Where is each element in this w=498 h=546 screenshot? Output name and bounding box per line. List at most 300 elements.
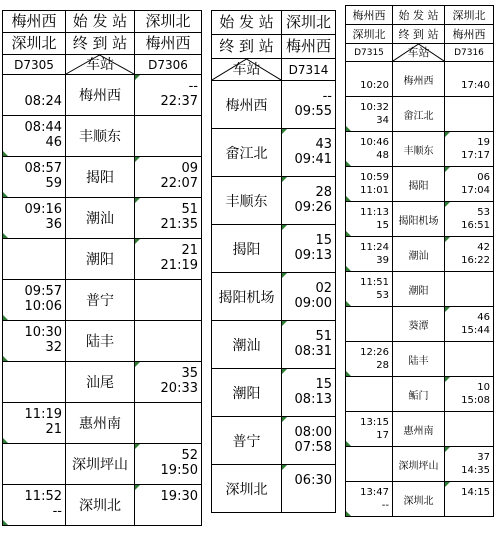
- arrival-time: 46: [477, 312, 490, 323]
- time-cell: [3, 485, 66, 526]
- departure-time: [135, 300, 198, 315]
- time-cell: [346, 307, 393, 342]
- arrival-time: [135, 121, 198, 136]
- station-name: 惠州南: [393, 412, 445, 447]
- left-origin-cell: 梅州西: [3, 11, 66, 33]
- arrival-time: [135, 285, 198, 300]
- arrival-time: --: [188, 79, 198, 95]
- time-cell: [346, 167, 393, 202]
- arrival-time: 06:30: [294, 472, 332, 488]
- cell-comment-marker: [3, 233, 8, 238]
- station-name: 深圳坪山: [66, 444, 135, 485]
- table-row: [346, 62, 494, 97]
- origin-label: 始 发 站: [212, 11, 282, 35]
- time-cell: [346, 97, 393, 132]
- time-cell: [3, 75, 66, 116]
- arrival-time: [445, 66, 490, 79]
- table-row: [3, 280, 202, 321]
- origin-label: 始 发 站: [66, 11, 135, 33]
- cell-comment-marker: [346, 231, 351, 236]
- time-cell: [445, 62, 494, 97]
- arrival-time: [346, 381, 389, 394]
- departure-time: 07:58: [294, 439, 332, 455]
- departure-time: 48: [376, 150, 389, 161]
- table-row: [212, 465, 336, 513]
- time-cell: [135, 444, 202, 485]
- time-cell: [3, 157, 66, 198]
- departure-time: 15: [376, 220, 389, 231]
- table-row: [3, 157, 202, 198]
- arrival-time: 08:57: [24, 161, 62, 177]
- arrival-time: [445, 416, 490, 429]
- origin-cell: 深圳北: [282, 11, 336, 35]
- time-cell: [346, 447, 393, 482]
- station-name: 潮阳: [212, 369, 282, 417]
- departure-time: 21:35: [160, 217, 198, 232]
- cell-comment-marker: [3, 356, 8, 361]
- right-dest-cell: 梅州西: [445, 25, 494, 44]
- time-cell: [3, 444, 66, 485]
- cell-comment-marker: [3, 192, 8, 197]
- arrival-time: 28: [315, 184, 332, 200]
- cell-comment-marker: [346, 266, 351, 271]
- table-row: [212, 369, 336, 417]
- cell-comment-marker: [445, 307, 450, 312]
- cell-comment-marker: [135, 362, 140, 367]
- time-cell: [346, 132, 393, 167]
- station-name: 畲江北: [212, 129, 282, 177]
- time-cell: [282, 417, 336, 465]
- arrival-time: 09: [181, 161, 198, 177]
- table-row: [212, 81, 336, 129]
- time-cell: [445, 342, 494, 377]
- arrival-time: [3, 449, 62, 464]
- station-name: 深圳北: [393, 482, 445, 517]
- time-cell: [445, 167, 494, 202]
- cell-comment-marker: [445, 377, 450, 382]
- time-cell: [346, 377, 393, 412]
- arrival-time: [346, 311, 389, 324]
- arrival-time: 53: [477, 207, 490, 218]
- station-name: 陆丰: [393, 342, 445, 377]
- right-origin-cell: 深圳北: [135, 11, 202, 33]
- cell-comment-marker: [3, 438, 8, 443]
- departure-time: 09:55: [294, 103, 332, 119]
- station-name: 潮阳: [393, 272, 445, 307]
- left-origin-cell: 梅州西: [346, 6, 393, 25]
- station-name: 惠州南: [66, 403, 135, 444]
- arrival-time: 37: [477, 452, 490, 463]
- departure-time: [3, 259, 62, 274]
- arrival-time: 43: [315, 136, 332, 152]
- table-row: [346, 167, 494, 202]
- cell-comment-marker: [135, 239, 140, 244]
- arrival-time: --: [322, 88, 332, 104]
- dest-cell: 梅州西: [282, 35, 336, 59]
- cell-comment-marker: [135, 485, 140, 490]
- time-cell: [445, 447, 494, 482]
- arrival-time: 52: [181, 448, 198, 464]
- station-name: 葵潭: [393, 307, 445, 342]
- table-row: [212, 417, 336, 465]
- departure-time: 08:31: [294, 343, 332, 359]
- time-cell: [445, 482, 494, 517]
- departure-time: 28: [376, 360, 389, 371]
- cell-comment-marker: [3, 315, 8, 320]
- departure-time: 17: [376, 430, 389, 441]
- table-row: [346, 482, 494, 517]
- station-name: 揭阳: [212, 225, 282, 273]
- arrival-time: 13:47: [360, 487, 389, 498]
- table-row: [3, 321, 202, 362]
- time-cell: [282, 273, 336, 321]
- station-header: 车站: [393, 44, 445, 62]
- arrival-time: [135, 326, 198, 341]
- dest-label: 终 到 站: [393, 25, 445, 44]
- time-cell: [135, 239, 202, 280]
- station-name: 梅州西: [212, 81, 282, 129]
- cell-comment-marker: [282, 273, 287, 278]
- departure-time: 09:13: [294, 247, 332, 263]
- station-name: 深圳北: [212, 465, 282, 513]
- time-cell: [135, 280, 202, 321]
- cell-comment-marker: [282, 129, 287, 134]
- table-row: [3, 116, 202, 157]
- dest-label: 终 到 站: [66, 33, 135, 55]
- time-cell: [445, 237, 494, 272]
- station-header: 车站: [212, 59, 282, 81]
- station-name: 揭阳: [66, 157, 135, 198]
- arrival-time: 06: [477, 172, 490, 183]
- arrival-time: 19:30: [160, 489, 198, 505]
- station-name: 梅州西: [66, 75, 135, 116]
- arrival-time: [346, 451, 389, 464]
- table-row: [212, 177, 336, 225]
- departure-time: [445, 359, 490, 372]
- station-name: 揭阳机场: [212, 273, 282, 321]
- table-row: [3, 403, 202, 444]
- departure-time: 46: [45, 135, 62, 150]
- table-row: [346, 307, 494, 342]
- time-cell: [3, 198, 66, 239]
- time-cell: [3, 403, 66, 444]
- departure-time: 20:33: [160, 381, 198, 396]
- station-header: 车站: [66, 55, 135, 75]
- arrival-time: 10:30: [24, 325, 62, 341]
- table-row: [3, 362, 202, 403]
- cell-comment-marker: [346, 371, 351, 376]
- time-cell: [135, 485, 202, 526]
- departure-time: 08:24: [24, 94, 62, 109]
- departure-time: 59: [45, 176, 62, 191]
- cell-comment-marker: [282, 225, 287, 230]
- table-row: [346, 412, 494, 447]
- table-row: [3, 75, 202, 116]
- table-row: [3, 444, 202, 485]
- timetable-d7315-d7316: [345, 5, 494, 517]
- departure-time: 16:22: [461, 255, 490, 266]
- arrival-time: 11:52: [24, 489, 62, 505]
- time-cell: [445, 97, 494, 132]
- departure-time: 39: [376, 255, 389, 266]
- departure-time: [445, 429, 490, 442]
- time-cell: [135, 75, 202, 116]
- arrival-time: 10: [477, 382, 490, 393]
- arrival-time: 15: [315, 376, 332, 392]
- cell-comment-marker: [445, 447, 450, 452]
- time-cell: [282, 465, 336, 513]
- cell-comment-marker: [445, 482, 450, 487]
- time-cell: [445, 132, 494, 167]
- dest-label: 终 到 站: [212, 35, 282, 59]
- arrival-time: 11:19: [24, 407, 62, 423]
- time-cell: [346, 202, 393, 237]
- departure-time: 14:35: [461, 465, 490, 476]
- departure-time: 17:04: [461, 185, 490, 196]
- station-name: 鲘门: [393, 377, 445, 412]
- cell-comment-marker: [282, 369, 287, 374]
- departure-time: 34: [376, 115, 389, 126]
- time-cell: [346, 272, 393, 307]
- time-cell: [3, 239, 66, 280]
- cell-comment-marker: [135, 75, 140, 80]
- right-dest-cell: 梅州西: [135, 33, 202, 55]
- time-cell: [282, 81, 336, 129]
- arrival-time: 08:44: [24, 120, 62, 136]
- time-cell: [3, 362, 66, 403]
- departure-time: 09:00: [294, 295, 332, 311]
- table-row: [212, 273, 336, 321]
- table-row: [3, 485, 202, 526]
- right-train-number: D7316: [445, 44, 494, 62]
- right-train-number: D7306: [135, 55, 202, 75]
- departure-time: [135, 423, 198, 438]
- table-row: [3, 239, 202, 280]
- departure-time: 10:20: [360, 80, 389, 91]
- cell-comment-marker: [346, 126, 351, 131]
- arrival-time: 42: [477, 242, 490, 253]
- time-cell: [346, 412, 393, 447]
- departure-time: 10:06: [24, 299, 62, 314]
- time-cell: [135, 362, 202, 403]
- station-name: 畲江北: [393, 97, 445, 132]
- arrival-time: 10:32: [360, 102, 389, 113]
- arrival-time: 35: [181, 366, 198, 382]
- arrival-time: 12:26: [360, 347, 389, 358]
- cell-comment-marker: [135, 444, 140, 449]
- arrival-time: 15: [315, 232, 332, 248]
- station-name: 潮阳: [66, 239, 135, 280]
- left-train-number: D7305: [3, 55, 66, 75]
- departure-time: 17:40: [461, 80, 490, 91]
- departure-time: 16:51: [461, 220, 490, 231]
- arrival-time: [135, 408, 198, 423]
- cell-comment-marker: [346, 301, 351, 306]
- left-dest-cell: 深圳北: [346, 25, 393, 44]
- arrival-time: [346, 66, 389, 79]
- time-cell: [346, 342, 393, 377]
- time-cell: [135, 157, 202, 198]
- time-cell: [445, 307, 494, 342]
- left-dest-cell: 深圳北: [3, 33, 66, 55]
- station-name: 深圳坪山: [393, 447, 445, 482]
- departure-time: 11:01: [360, 185, 389, 196]
- departure-time: 09:26: [294, 199, 332, 215]
- station-name: 丰顺东: [393, 132, 445, 167]
- time-cell: [282, 369, 336, 417]
- station-name: 普宁: [212, 417, 282, 465]
- arrival-time: [445, 276, 490, 289]
- cell-comment-marker: [346, 511, 351, 516]
- arrival-time: 11:24: [360, 242, 389, 253]
- table-row: [212, 225, 336, 273]
- table-row: [346, 272, 494, 307]
- arrival-time: [445, 346, 490, 359]
- cell-comment-marker: [3, 151, 8, 156]
- arrival-time: [445, 101, 490, 114]
- station-name: 深圳北: [66, 485, 135, 526]
- departure-time: [282, 489, 332, 504]
- time-cell: [135, 116, 202, 157]
- table-row: [346, 97, 494, 132]
- left-train-number: D7315: [346, 44, 393, 62]
- time-cell: [135, 403, 202, 444]
- arrival-time: 09:16: [24, 202, 62, 218]
- station-name: 普宁: [66, 280, 135, 321]
- train-number: D7314: [282, 59, 336, 81]
- timetable-d7305-d7306: [2, 10, 202, 526]
- time-cell: [135, 321, 202, 362]
- time-cell: [445, 412, 494, 447]
- station-name: 汕尾: [66, 362, 135, 403]
- cell-comment-marker: [445, 167, 450, 172]
- arrival-time: 11:13: [360, 207, 389, 218]
- arrival-time: 13:15: [360, 417, 389, 428]
- departure-time: [445, 499, 490, 512]
- cell-comment-marker: [282, 417, 287, 422]
- station-name: 潮汕: [393, 237, 445, 272]
- departure-time: [346, 464, 389, 477]
- departure-time: --: [52, 504, 62, 519]
- departure-time: --: [381, 500, 389, 511]
- cell-comment-marker: [282, 177, 287, 182]
- station-name: 揭阳机场: [393, 202, 445, 237]
- departure-time: 09:41: [294, 151, 332, 167]
- cell-comment-marker: [135, 157, 140, 162]
- departure-time: 21: [45, 422, 62, 437]
- station-name: 陆丰: [66, 321, 135, 362]
- table-row: [346, 377, 494, 412]
- timetable-d7314: [211, 10, 336, 513]
- cell-comment-marker: [282, 321, 287, 326]
- arrival-time: 09:57: [24, 284, 62, 300]
- arrival-time: 19: [477, 137, 490, 148]
- departure-time: 15:08: [461, 395, 490, 406]
- time-cell: [282, 225, 336, 273]
- time-cell: [445, 272, 494, 307]
- departure-time: 17:17: [461, 150, 490, 161]
- departure-time: 08:13: [294, 391, 332, 407]
- arrival-time: [3, 244, 62, 259]
- departure-time: 36: [45, 217, 62, 232]
- arrival-time: 08:00: [294, 424, 332, 440]
- time-cell: [445, 377, 494, 412]
- departure-time: [346, 394, 389, 407]
- arrival-time: 02: [315, 280, 332, 296]
- cell-comment-marker: [346, 196, 351, 201]
- time-cell: [346, 62, 393, 97]
- table-row: [346, 447, 494, 482]
- station-name: 揭阳: [393, 167, 445, 202]
- station-name: 梅州西: [393, 62, 445, 97]
- table-row: [346, 342, 494, 377]
- cell-comment-marker: [445, 132, 450, 137]
- departure-time: 15:44: [461, 325, 490, 336]
- arrival-time: 51: [181, 202, 198, 218]
- departure-time: [3, 464, 62, 479]
- station-name: 潮汕: [66, 198, 135, 239]
- right-origin-cell: 深圳北: [445, 6, 494, 25]
- departure-time: 53: [376, 290, 389, 301]
- cell-comment-marker: [445, 237, 450, 242]
- arrival-time: 51: [315, 328, 332, 344]
- departure-time: [346, 324, 389, 337]
- arrival-time: 10:59: [360, 172, 389, 183]
- departure-time: 19:50: [160, 463, 198, 478]
- arrival-time: 11:51: [360, 277, 389, 288]
- table-row: [346, 202, 494, 237]
- arrival-time: 10:46: [360, 137, 389, 148]
- time-cell: [282, 129, 336, 177]
- table-row: [346, 237, 494, 272]
- table-row: [212, 321, 336, 369]
- arrival-time: [3, 80, 62, 95]
- origin-label: 始 发 站: [393, 6, 445, 25]
- station-name: 丰顺东: [66, 116, 135, 157]
- time-cell: [282, 321, 336, 369]
- cell-comment-marker: [445, 202, 450, 207]
- departure-time: 21:19: [160, 258, 198, 273]
- departure-time: [135, 505, 198, 520]
- departure-time: 22:07: [160, 176, 198, 191]
- cell-comment-marker: [282, 465, 287, 470]
- arrival-time: [3, 367, 62, 382]
- cell-comment-marker: [3, 520, 8, 525]
- time-cell: [3, 116, 66, 157]
- time-cell: [346, 482, 393, 517]
- table-row: [3, 198, 202, 239]
- departure-time: [445, 289, 490, 302]
- station-name: 丰顺东: [212, 177, 282, 225]
- time-cell: [3, 280, 66, 321]
- table-row: [346, 132, 494, 167]
- departure-time: 32: [45, 340, 62, 355]
- station-name: 潮汕: [212, 321, 282, 369]
- departure-time: [3, 382, 62, 397]
- departure-time: [445, 114, 490, 127]
- time-cell: [135, 198, 202, 239]
- time-cell: [445, 202, 494, 237]
- table-row: [212, 129, 336, 177]
- arrival-time: 21: [181, 243, 198, 259]
- time-cell: [282, 177, 336, 225]
- departure-time: [135, 136, 198, 151]
- departure-time: [135, 341, 198, 356]
- departure-time: 22:37: [160, 94, 198, 109]
- cell-comment-marker: [135, 198, 140, 203]
- time-cell: [346, 237, 393, 272]
- time-cell: [3, 321, 66, 362]
